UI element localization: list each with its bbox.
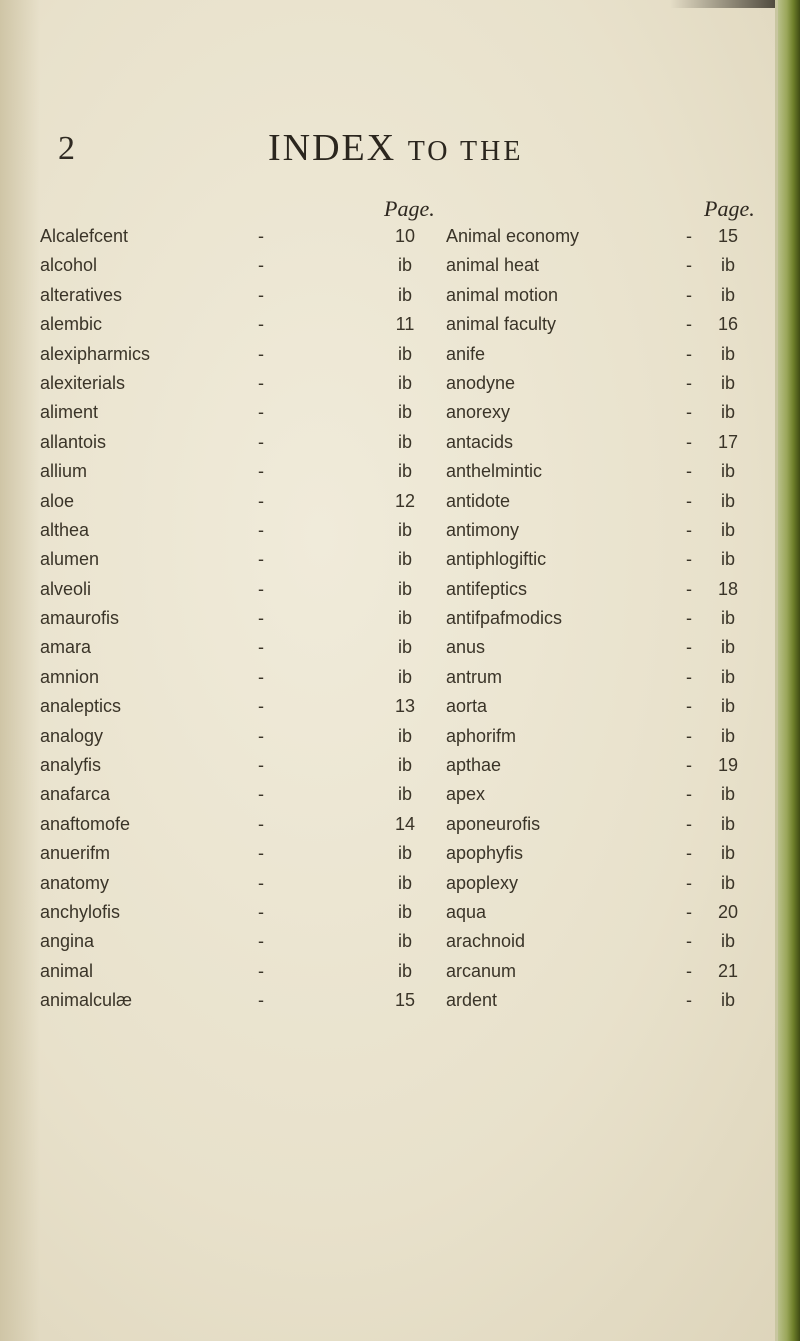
right-leader-dash: - <box>686 314 692 335</box>
left-page-ref: ib <box>397 608 412 629</box>
index-row <box>0 226 800 255</box>
right-page-ref: ib <box>720 813 735 834</box>
right-leader-dash: - <box>686 725 692 746</box>
right-leader-dash: - <box>686 284 692 305</box>
index-row <box>0 961 800 990</box>
left-leader-dash: - <box>258 755 264 776</box>
index-row <box>0 344 800 373</box>
left-column-heading: Page. <box>384 196 435 221</box>
left-leader-dash: - <box>258 931 264 952</box>
left-page-ref: ib <box>397 461 412 482</box>
right-index-term: antacids <box>446 431 514 452</box>
left-leader-dash: - <box>258 637 264 658</box>
right-leader-dash: - <box>686 755 692 776</box>
right-page-ref: ib <box>720 255 735 276</box>
right-leader-dash: - <box>686 813 692 834</box>
left-page-ref: 10 <box>394 226 416 246</box>
right-leader-dash: - <box>686 490 692 511</box>
left-page-ref: ib <box>397 666 412 687</box>
index-row <box>0 696 800 725</box>
left-leader-dash: - <box>258 666 264 687</box>
right-index-term: antrum <box>446 666 503 687</box>
index-row <box>0 931 800 960</box>
right-index-term: anife <box>446 343 486 364</box>
left-leader-dash: - <box>258 284 264 305</box>
right-index-term: Animal economy <box>446 226 580 246</box>
index-row <box>0 549 800 578</box>
right-index-term: antifpafmodics <box>446 608 563 629</box>
right-leader-dash: - <box>686 226 692 246</box>
right-page-ref: 20 <box>717 901 739 922</box>
left-page-ref: ib <box>397 372 412 393</box>
index-row <box>0 579 800 608</box>
right-leader-dash: - <box>686 872 692 893</box>
left-page-ref: ib <box>397 931 412 952</box>
right-leader-dash: - <box>686 578 692 599</box>
right-index-term: animal motion <box>446 284 559 305</box>
index-entries <box>0 226 800 1020</box>
left-leader-dash: - <box>258 255 264 276</box>
right-index-term: apoplexy <box>446 872 519 893</box>
index-row <box>0 843 800 872</box>
right-page-ref: ib <box>720 696 735 717</box>
left-leader-dash: - <box>258 343 264 364</box>
left-page-ref: ib <box>397 755 412 776</box>
index-row <box>0 461 800 490</box>
left-index-term: alumen <box>40 549 100 570</box>
right-leader-dash: - <box>686 549 692 570</box>
left-index-term: aloe <box>40 490 75 511</box>
title-main: INDEX <box>268 127 397 169</box>
right-page-ref: ib <box>720 931 735 952</box>
right-column-heading: Page. <box>704 196 755 221</box>
right-page-ref: ib <box>720 343 735 364</box>
left-page-ref: 12 <box>394 490 416 511</box>
left-index-term: anatomy <box>40 872 110 893</box>
left-leader-dash: - <box>258 990 264 1011</box>
left-leader-dash: - <box>258 578 264 599</box>
right-index-term: aorta <box>446 696 488 717</box>
left-page-ref: ib <box>397 784 412 805</box>
right-page-ref: ib <box>720 519 735 540</box>
left-index-term: alveoli <box>40 578 92 599</box>
right-index-term: animal heat <box>446 255 540 276</box>
left-index-term: analeptics <box>40 696 122 717</box>
left-page-ref: ib <box>397 843 412 864</box>
left-page-ref: ib <box>397 960 412 981</box>
left-page-ref: ib <box>397 431 412 452</box>
left-page-ref: ib <box>397 255 412 276</box>
left-index-term: alembic <box>40 314 103 335</box>
right-index-term: arcanum <box>446 960 517 981</box>
index-row <box>0 314 800 343</box>
left-index-term: anaftomofe <box>40 813 131 834</box>
left-index-term: animal <box>40 960 94 981</box>
right-leader-dash: - <box>686 901 692 922</box>
left-leader-dash: - <box>258 372 264 393</box>
right-index-term: arachnoid <box>446 931 526 952</box>
left-index-term: animalculæ <box>40 990 133 1011</box>
left-page-ref: 14 <box>394 813 416 834</box>
left-leader-dash: - <box>258 872 264 893</box>
right-page-ref: ib <box>720 637 735 658</box>
left-index-term: alteratives <box>40 284 123 305</box>
left-index-term: amnion <box>40 666 100 687</box>
left-index-term: amaurofis <box>40 608 120 629</box>
right-page-ref: 17 <box>717 431 739 452</box>
right-index-term: anodyne <box>446 372 516 393</box>
right-page-ref: ib <box>720 784 735 805</box>
left-index-term: Alcalefcent <box>40 226 129 246</box>
right-page-ref: 21 <box>717 960 739 981</box>
page-header <box>0 120 800 180</box>
left-index-term: analyfis <box>40 755 102 776</box>
left-page-ref: ib <box>397 578 412 599</box>
right-index-term: antidote <box>446 490 511 511</box>
index-row <box>0 373 800 402</box>
right-leader-dash: - <box>686 637 692 658</box>
left-page-ref: ib <box>397 402 412 423</box>
right-index-term: aponeurofis <box>446 813 541 834</box>
left-page-ref: 11 <box>395 314 415 335</box>
right-page-ref: ib <box>720 725 735 746</box>
left-index-term: anafarca <box>40 784 111 805</box>
right-index-term: anorexy <box>446 402 511 423</box>
right-page-ref: ib <box>720 608 735 629</box>
left-leader-dash: - <box>258 813 264 834</box>
left-index-term: alexiterials <box>40 372 126 393</box>
index-row <box>0 637 800 666</box>
index-row <box>0 755 800 784</box>
right-index-term: anus <box>446 637 486 658</box>
left-index-term: allium <box>40 461 88 482</box>
page-title <box>268 126 523 170</box>
left-page-ref: ib <box>397 872 412 893</box>
left-index-term: alcohol <box>40 255 98 276</box>
right-page-ref: 15 <box>717 226 739 246</box>
left-leader-dash: - <box>258 549 264 570</box>
right-index-term: antimony <box>446 519 520 540</box>
left-index-term: anuerifm <box>40 843 111 864</box>
right-page-ref: 16 <box>717 314 739 335</box>
page-number: 2 <box>58 130 75 167</box>
index-row <box>0 520 800 549</box>
left-leader-dash: - <box>258 725 264 746</box>
left-page-ref: ib <box>397 284 412 305</box>
index-row <box>0 784 800 813</box>
right-leader-dash: - <box>686 461 692 482</box>
left-page-ref: 15 <box>394 990 416 1011</box>
left-leader-dash: - <box>258 608 264 629</box>
right-leader-dash: - <box>686 343 692 364</box>
left-page-ref: 13 <box>394 696 416 717</box>
left-leader-dash: - <box>258 784 264 805</box>
right-leader-dash: - <box>686 431 692 452</box>
right-page-ref: ib <box>720 461 735 482</box>
right-page-ref: ib <box>720 372 735 393</box>
left-leader-dash: - <box>258 960 264 981</box>
left-leader-dash: - <box>258 314 264 335</box>
right-leader-dash: - <box>686 843 692 864</box>
right-leader-dash: - <box>686 608 692 629</box>
index-row <box>0 990 800 1019</box>
right-leader-dash: - <box>686 402 692 423</box>
left-index-term: alexipharmics <box>40 343 151 364</box>
right-index-term: antiphlogiftic <box>446 549 547 570</box>
right-leader-dash: - <box>686 990 692 1011</box>
left-page-ref: ib <box>397 637 412 658</box>
right-index-term: apex <box>446 784 486 805</box>
index-row <box>0 491 800 520</box>
right-index-term: aqua <box>446 901 487 922</box>
index-row <box>0 667 800 696</box>
right-leader-dash: - <box>686 255 692 276</box>
left-leader-dash: - <box>258 696 264 717</box>
index-row <box>0 902 800 931</box>
right-index-term: apthae <box>446 755 502 776</box>
left-index-term: anchylofis <box>40 901 121 922</box>
left-index-term: analogy <box>40 725 104 746</box>
right-leader-dash: - <box>686 519 692 540</box>
right-page-ref: ib <box>720 549 735 570</box>
left-leader-dash: - <box>258 901 264 922</box>
index-row <box>0 432 800 461</box>
right-leader-dash: - <box>686 372 692 393</box>
left-page-ref: ib <box>397 725 412 746</box>
index-row <box>0 608 800 637</box>
left-index-term: althea <box>40 519 90 540</box>
title-rest: TO THE <box>407 136 524 167</box>
right-leader-dash: - <box>686 784 692 805</box>
left-leader-dash: - <box>258 519 264 540</box>
right-leader-dash: - <box>686 931 692 952</box>
left-page-ref: ib <box>397 901 412 922</box>
right-page-ref: 19 <box>717 755 739 776</box>
index-row <box>0 814 800 843</box>
right-page-ref: ib <box>720 990 735 1011</box>
index-row <box>0 726 800 755</box>
left-index-term: amara <box>40 637 92 658</box>
index-row <box>0 255 800 284</box>
right-index-term: antifeptics <box>446 578 528 599</box>
left-page-ref: ib <box>397 549 412 570</box>
right-page-ref: ib <box>720 284 735 305</box>
right-index-term: ardent <box>446 990 498 1011</box>
left-index-term: aliment <box>40 402 99 423</box>
left-leader-dash: - <box>258 843 264 864</box>
left-page-ref: ib <box>397 519 412 540</box>
right-page-ref: ib <box>720 666 735 687</box>
left-page-ref: ib <box>397 343 412 364</box>
right-index-term: animal faculty <box>446 314 557 335</box>
index-row <box>0 873 800 902</box>
right-index-term: aphorifm <box>446 725 517 746</box>
right-index-term: anthelmintic <box>446 461 543 482</box>
right-index-term: apophyfis <box>446 843 524 864</box>
left-leader-dash: - <box>258 402 264 423</box>
left-leader-dash: - <box>258 490 264 511</box>
right-page-ref: ib <box>720 402 735 423</box>
right-leader-dash: - <box>686 666 692 687</box>
left-leader-dash: - <box>258 431 264 452</box>
index-row <box>0 402 800 431</box>
right-leader-dash: - <box>686 960 692 981</box>
right-leader-dash: - <box>686 696 692 717</box>
right-page-ref: ib <box>720 843 735 864</box>
left-leader-dash: - <box>258 226 264 246</box>
left-index-term: angina <box>40 931 95 952</box>
right-page-ref: ib <box>720 872 735 893</box>
right-page-ref: ib <box>720 490 735 511</box>
left-leader-dash: - <box>258 461 264 482</box>
index-row <box>0 285 800 314</box>
left-index-term: allantois <box>40 431 107 452</box>
right-page-ref: 18 <box>717 578 739 599</box>
